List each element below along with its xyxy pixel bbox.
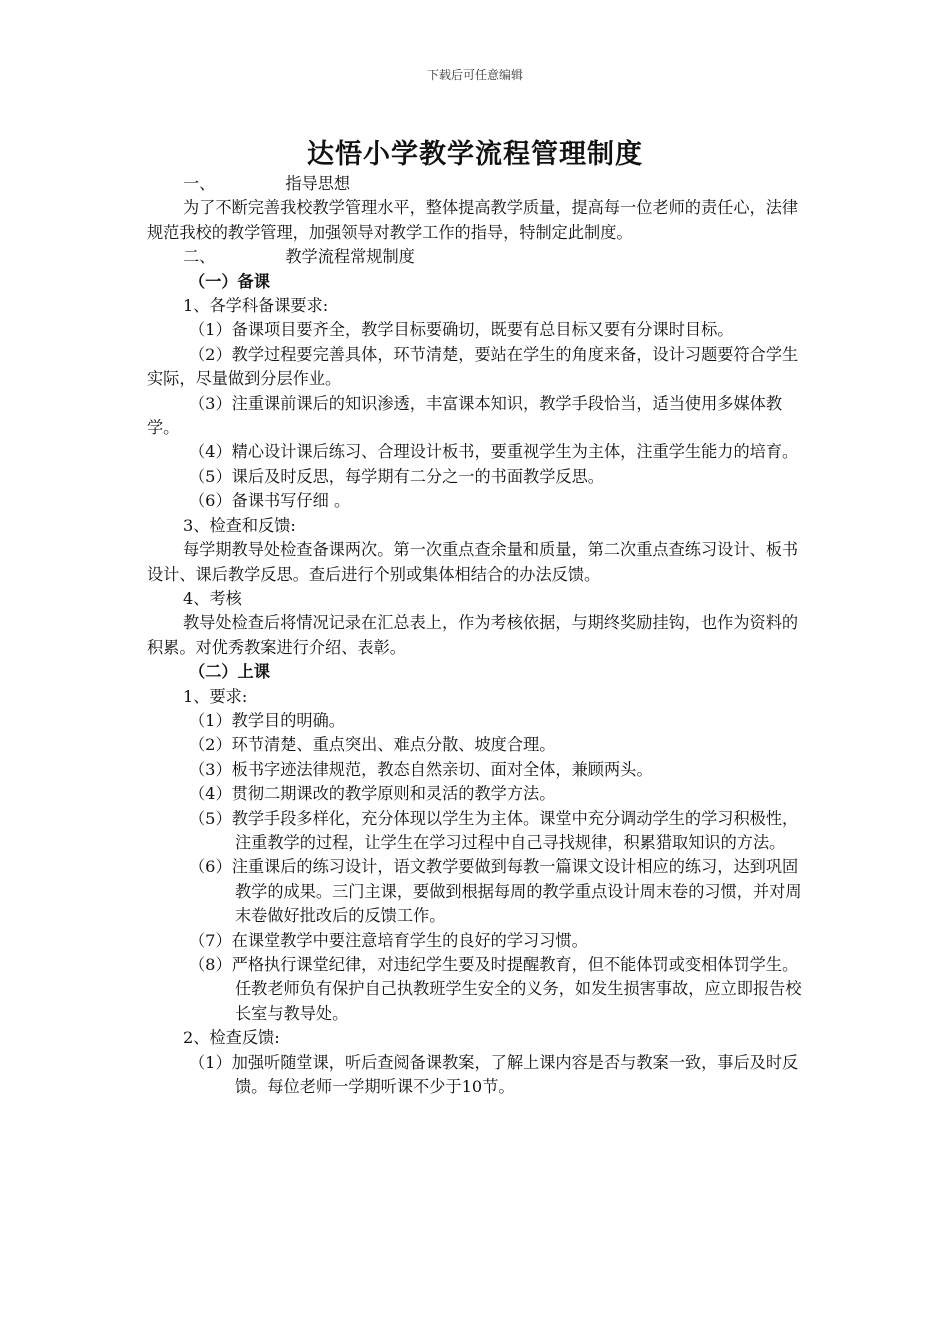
- list-item: （5）课后及时反思，每学期有二分之一的书面教学反思。: [189, 466, 604, 486]
- section-label: 教学流程常规制度: [285, 247, 415, 267]
- list-item: （8）严格执行课堂纪律，对违纪学生要及时提醒教育，但不能体罚或变相体罚学生。任教老师负有保护自己执教班学生安全的义务，如发生损害事故，应立即报告校长室与教导处。: [189, 955, 802, 1023]
- prep-assess-paragraph: 教导处检查后将情况记录在汇总表上，作为考核依据，与期终奖励挂钩，也作为资料的积累。对优秀教案进行介绍、表彰。: [147, 613, 799, 657]
- prep-assess-title: 4、考核: [183, 588, 242, 608]
- list-item: （3）注重课前课后的知识渗透，丰富课本知识，教学手段恰当，适当使用多媒体教学。: [147, 393, 783, 438]
- class-requirements-title: 1、要求:: [183, 686, 248, 706]
- intro-paragraph: 为了不断完善我校教学管理水平，整体提高教学质量，提高每一位老师的责任心，法律规范我校的教学管理，加强领导对教学工作的指导，特制定此制度。: [147, 198, 799, 242]
- prep-requirements-title: 1、各学科备课要求:: [183, 296, 329, 316]
- list-item: （6）备课书写仔细 。: [189, 491, 351, 511]
- subsection-heading-prep: （一）备课: [189, 271, 270, 291]
- document-title: 达悟小学教学流程管理制度: [307, 139, 643, 170]
- list-item: （2）教学过程要完善具体，环节清楚，要站在学生的角度来备，设计习题要符合学生实际，尽量做到分层作业。: [147, 344, 799, 389]
- list-item: （4）贯彻二期课改的教学原则和灵活的教学方法。: [189, 784, 556, 804]
- list-item: （1）加强听随堂课，听后查阅备课教案，了解上课内容是否与教案一致，事后及时反馈。每位老师一学期听课不少于10节。: [189, 1052, 799, 1097]
- list-item: （1）教学目的明确。: [189, 710, 345, 730]
- page-header: 下载后可任意编辑: [426, 68, 523, 82]
- list-item: （4）精心设计课后练习、合理设计板书，要重视学生为主体，注重学生能力的培育。: [189, 442, 799, 462]
- section-number: 二、: [183, 247, 216, 267]
- section-heading-1: [147, 172, 812, 196]
- list-item: （5）教学手段多样化，充分体现以学生为主体。课堂中充分调动学生的学习积极性，注重教学的过程，让学生在学习过程中自己寻找规律，积累猎取知识的方法。: [189, 808, 799, 852]
- document-body: [147, 172, 812, 1099]
- section-heading-2: [147, 245, 812, 269]
- list-item: （6）注重课后的练习设计，语文教学要做到每教一篇课文设计相应的练习，达到巩固教学的成果。三门主课，要做到根据每周的教学重点设计周末卷的习惯，并对周末卷做好批改后的反馈工作。: [189, 857, 802, 926]
- list-item: （2）环节清楚、重点突出、难点分散、坡度合理。: [189, 735, 556, 755]
- list-item: （1）备课项目要齐全，教学目标要确切，既要有总目标又要有分课时目标。: [189, 320, 734, 340]
- list-item: （7）在课堂教学中要注意培育学生的良好的学习习惯。: [189, 930, 588, 950]
- subsection-heading-class: （二）上课: [189, 662, 270, 682]
- prep-check-title: 3、检查和反馈:: [183, 515, 296, 535]
- section-label: 指导思想: [285, 174, 351, 193]
- prep-check-paragraph: 每学期教导处检查备课两次。第一次重点查余量和质量，第二次重点查练习设计、板书设计、课后教学反思。查后进行个别或集体相结合的办法反馈。: [147, 540, 799, 584]
- class-check-title: 2、检查反馈:: [183, 1028, 280, 1048]
- list-item: （3）板书字迹法律规范，教态自然亲切、面对全体，兼顾两头。: [189, 759, 653, 779]
- section-number: 一、: [183, 174, 216, 193]
